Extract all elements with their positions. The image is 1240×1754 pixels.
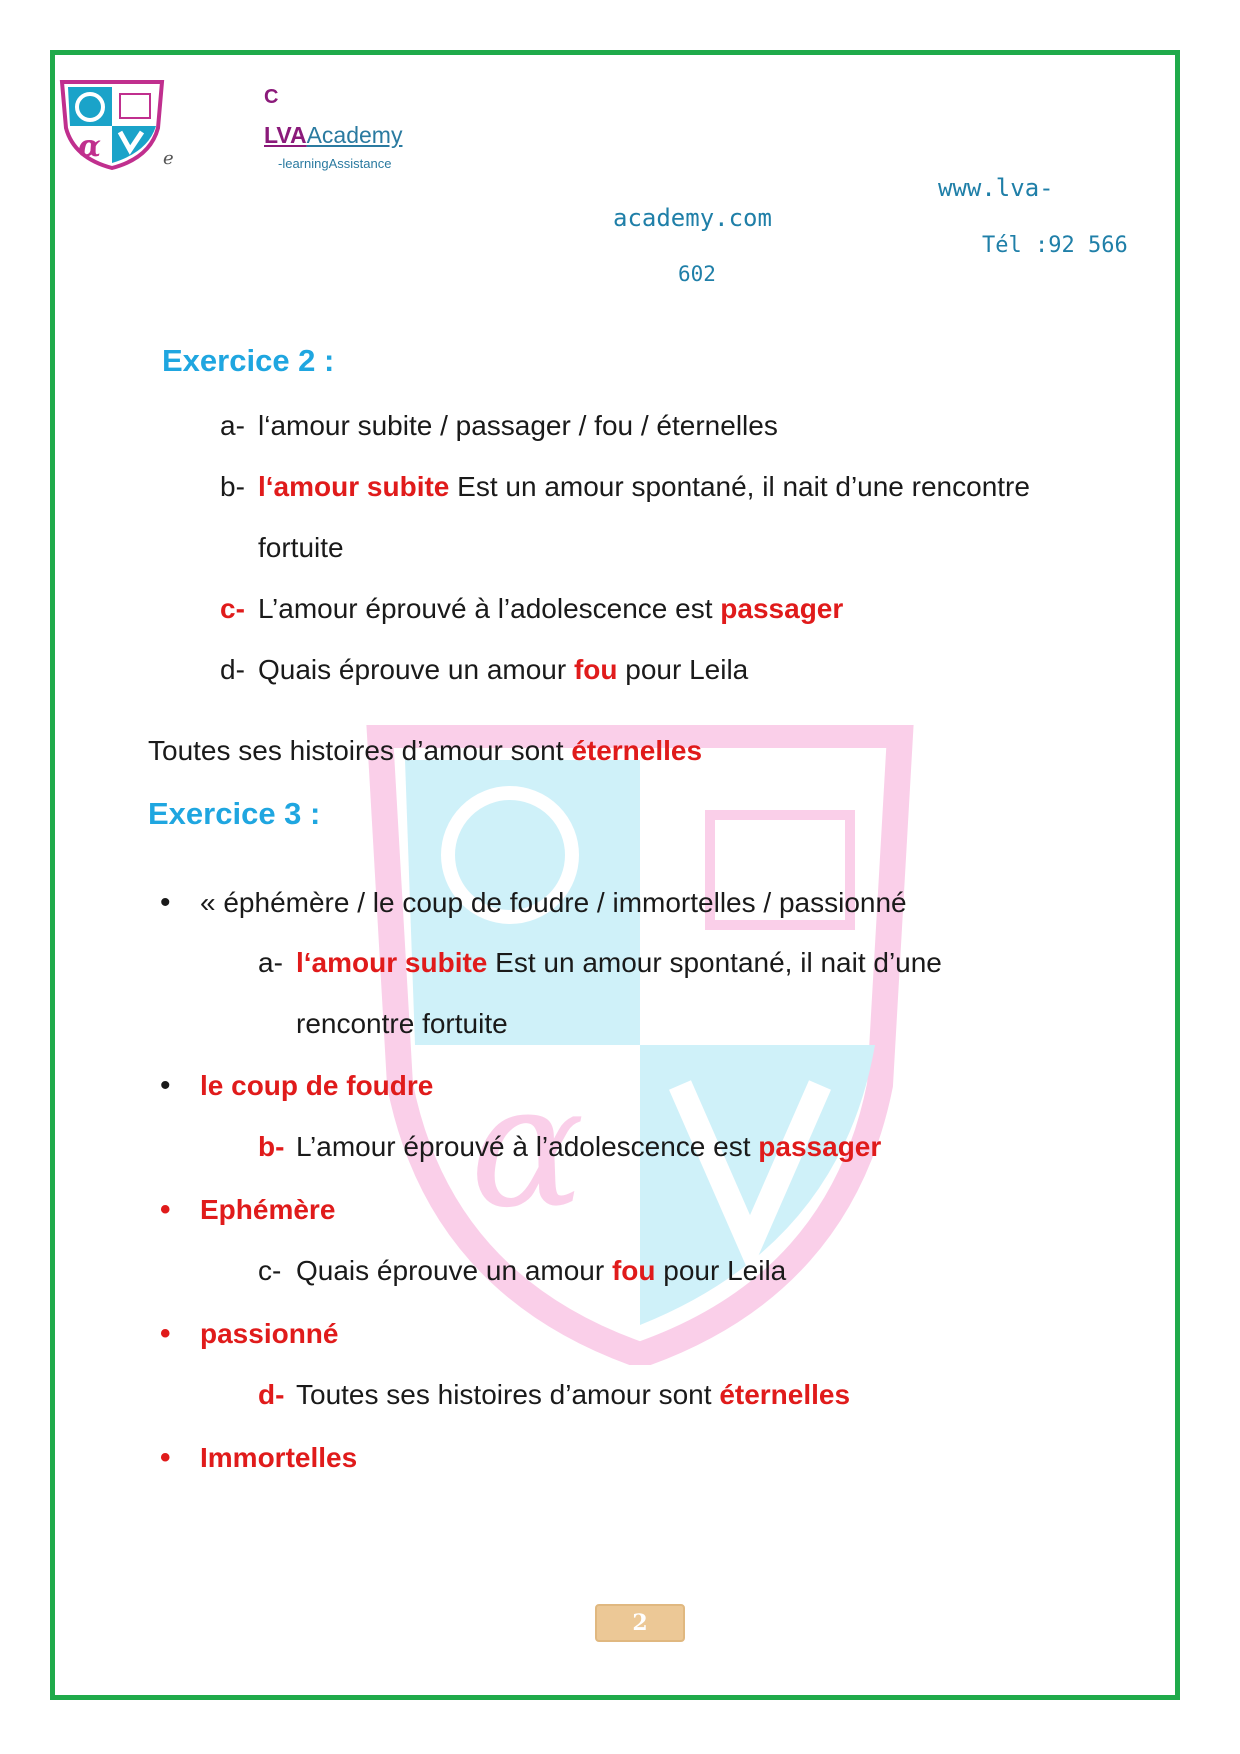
ex2-item-c xyxy=(220,595,843,623)
bullet-dot: • xyxy=(160,1193,171,1226)
ex2-marker-c: c- xyxy=(220,593,245,624)
phone-number-cont: 602 xyxy=(678,262,716,286)
ex3-item-b-highlight: passager xyxy=(758,1131,882,1162)
ex3-bullet-5-text: Immortelles xyxy=(200,1442,358,1473)
ex3-item-a-text: Est un amour spontané, il nait d’une xyxy=(487,947,942,978)
ex3-item-d xyxy=(258,1381,850,1409)
ex3-marker-b: b- xyxy=(258,1131,285,1162)
ex2-item-a-text: l‘amour subite / passager / fou / éternelles xyxy=(258,410,778,441)
website-part1: www.lva- xyxy=(938,174,1054,202)
brand-c-letter: C xyxy=(264,86,279,108)
ex3-item-c-text2: pour Leila xyxy=(655,1255,787,1286)
ex3-bullet-1-text: « éphémère / le coup de foudre / immortelles / passionné xyxy=(200,887,907,918)
phone-number: Tél :92 566 xyxy=(982,233,1128,258)
ex3-marker-a: a- xyxy=(258,947,283,978)
ex2-item-b-highlight: l‘amour subite xyxy=(258,471,450,502)
ex3-bullet-5 xyxy=(160,1443,357,1473)
ex3-item-a xyxy=(258,949,942,977)
ex3-item-a-cont: rencontre fortuite xyxy=(296,1008,508,1039)
ex2-item-b-text: Est un amour spontané, il nait d’une rencontre xyxy=(449,471,1030,502)
ex2-item-c-text: L’amour éprouvé à l’adolescence est xyxy=(258,593,721,624)
brand-lva: LVA xyxy=(264,122,307,148)
ex2-item-a xyxy=(220,412,778,440)
ex2-item-b xyxy=(220,473,1030,501)
svg-text:α: α xyxy=(470,1048,585,1246)
ex3-item-c-highlight: fou xyxy=(611,1255,656,1286)
ex2-item-c-highlight: passager xyxy=(720,593,844,624)
ex2-item-d-text2: pour Leila xyxy=(617,654,749,685)
svg-text:α: α xyxy=(78,129,102,164)
ex3-item-a-highlight: l‘amour subite xyxy=(296,947,488,978)
ex2-item-d-highlight: fou xyxy=(573,654,618,685)
ex2-item-b-cont: fortuite xyxy=(258,532,344,563)
ex3-marker-d: d- xyxy=(258,1379,285,1410)
brand-academy: Academy xyxy=(306,122,403,148)
ex3-item-c-text1: Quais éprouve un amour xyxy=(296,1255,612,1286)
ex2-last-text: Toutes ses histoires d’amour sont xyxy=(148,735,572,766)
ex3-item-b-text: L’amour éprouvé à l’adolescence est xyxy=(296,1131,759,1162)
exercise2-title: Exercice 2 : xyxy=(162,343,335,378)
exercise3-title: Exercice 3 : xyxy=(148,796,321,831)
bullet-dot: • xyxy=(160,886,171,919)
ex3-item-b xyxy=(258,1133,881,1161)
ex3-bullet-2-text: le coup de foudre xyxy=(200,1070,434,1101)
bullet-dot: • xyxy=(160,1317,171,1350)
ex3-bullet-3-text: Ephémère xyxy=(200,1194,336,1225)
logo-e-letter: e xyxy=(163,148,174,169)
bullet-dot: • xyxy=(160,1069,171,1102)
ex2-last-line xyxy=(148,737,702,765)
lva-logo-icon xyxy=(58,78,166,170)
ex2-item-d xyxy=(220,656,748,684)
ex3-bullet-1 xyxy=(160,888,907,918)
ex3-item-d-text: Toutes ses histoires d’amour sont xyxy=(296,1379,720,1410)
ex2-marker-b: b- xyxy=(220,471,245,502)
ex3-bullet-4 xyxy=(160,1319,338,1349)
website-part2: academy.com xyxy=(613,204,772,232)
ex3-bullet-3 xyxy=(160,1195,335,1225)
ex3-bullet-4-text: passionné xyxy=(200,1318,339,1349)
ex2-last-highlight: éternelles xyxy=(571,735,703,766)
ex2-marker-a: a- xyxy=(220,410,245,441)
bullet-dot: • xyxy=(160,1441,171,1474)
brand-tagline: -learningAssistance xyxy=(278,156,392,171)
ex3-item-c xyxy=(258,1257,786,1285)
ex3-item-d-highlight: éternelles xyxy=(719,1379,851,1410)
ex3-bullet-2 xyxy=(160,1071,433,1101)
ex2-item-d-text1: Quais éprouve un amour xyxy=(258,654,574,685)
ex2-marker-d: d- xyxy=(220,654,245,685)
ex3-marker-c: c- xyxy=(258,1255,282,1286)
brand-name xyxy=(264,122,402,149)
page-number: 2 xyxy=(595,1604,685,1642)
